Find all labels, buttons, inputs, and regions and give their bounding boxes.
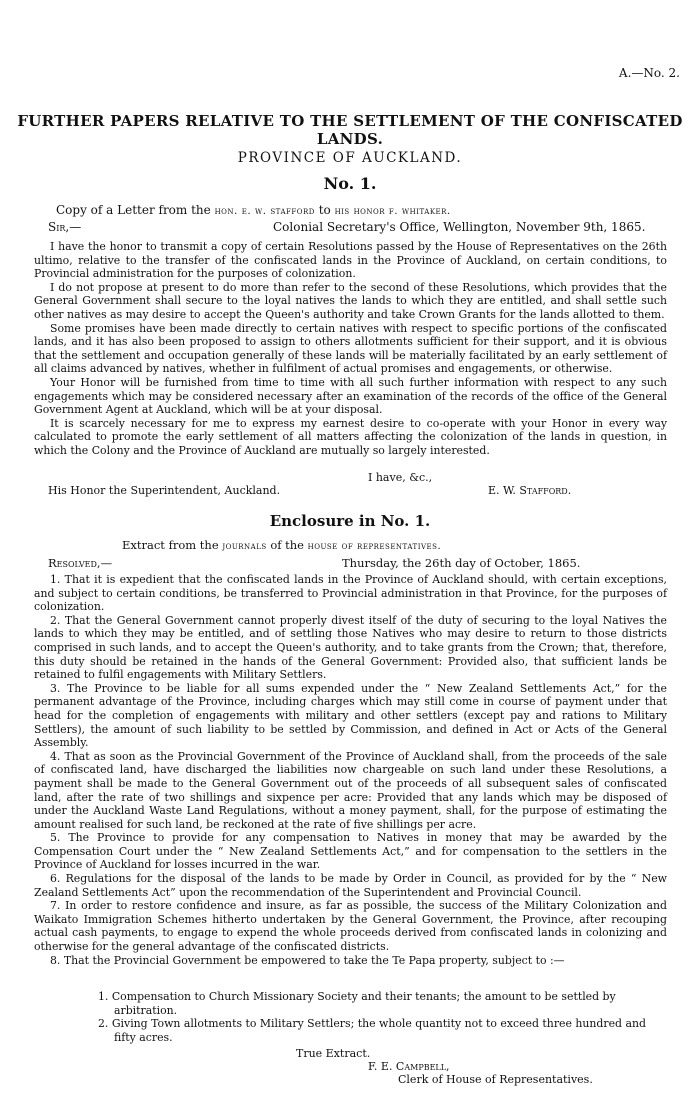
section-number: No. 1.: [323, 174, 377, 193]
resolutions-body: [34, 573, 667, 967]
resolution-item: 7. In order to restore confidence and insure, as far as possible, the success of the Military Colonization and Waikato Immigration Schemes hitherto undertaken by the General Government, the Province, after recouping actual cash payments, to engage to expend the whole proceeds derived from confiscated lands in colonizing and otherwise for the general advantage of the confiscated districts.: [34, 899, 667, 954]
letter-paragraph: Your Honor will be furnished from time to time with all such further information with respect to any such engagements which may be considered necessary after an examination of the records of the office of the General Government Agent at Auckland, which will be at your disposal.: [34, 375, 667, 417]
extract-house: house of representatives.: [307, 540, 442, 552]
salutation: Sir,—: [48, 220, 82, 234]
resolution-item: 6. Regulations for the disposal of the lands to be made by Order in Council, as provided for by the “ New Zealand Settlements Act” upon the recommendation of the Superintendent and Provincial Council.: [34, 872, 667, 899]
extract-prefix: Extract from the: [122, 538, 219, 552]
resolution-item: 8. That the Provincial Government be empowered to take the Te Papa property, subject to :—: [50, 953, 565, 967]
letter-to: his honor f. whitaker.: [334, 205, 451, 217]
letter-paragraph: It is scarcely necessary for me to express my earnest desire to co-operate with your Honor in every way calculated to promote the early settlement of all matters affecting the colonization of the lands in question, in which the Colony and the Province of Auckland are mutually so largely interested.: [34, 416, 667, 457]
letter-closing: I have, &c.,: [368, 471, 433, 484]
resolution-date: Thursday, the 26th day of October, 1865.: [342, 556, 581, 570]
resolution-item: 4. That as soon as the Provincial Government of the Province of Auckland shall, from the proceeds of the sale of confiscated land, have discharged the liabilities now chargeable on such land under these Resolutions, a payment shall be made to the General Government out of the proceeds of all subsequent sales of confiscated land, after the rate of two shillings and sixpence per acre: Provided that any lands which may be disposed of under the Auckland Waste Land Regulations, without a money payment, shall, for the purpose of estimating the amount realised for such land, be reckoned at the rate of five shillings per acre.: [34, 749, 667, 831]
letter-office-date: Colonial Secretary's Office, Wellington, November 9th, 1865.: [273, 220, 646, 234]
condition-item: 2. Giving Town allotments to Military Settlers; the whole quantity not to exceed three hundred and fifty acres.: [98, 1017, 646, 1044]
clerk-signature: F. E. Campbell,: [368, 1060, 450, 1073]
enclosure-heading: Enclosure in No. 1.: [269, 512, 431, 530]
condition-item: 1. Compensation to Church Missionary Society and their tenants; the amount to be settled by arbitration.: [98, 990, 616, 1017]
letter-paragraph: Some promises have been made directly to certain natives with respect to specific portions of the confiscated lands, and it has also been proposed to assign to others allotments sufficient for their support, and it is obvious that the settlement and occupation generally of these lands will be materially facilitated by an early settlement of all claims advanced by natives, whether in fulfilment of actual promises and engagements, or otherwise.: [34, 321, 667, 376]
resolution-item: 5. The Province to provide for any compensation to Natives in money that may be awarded by the Compensation Court under the “ New Zealand Settlements Act,” and for compensation to the settlers in the Province of Auckland for losses incurred in the war.: [34, 831, 667, 872]
province-heading: PROVINCE OF AUCKLAND.: [237, 150, 463, 166]
document-title: FURTHER PAPERS RELATIVE TO THE SETTLEMENT OF THE CONFISCATED LANDS.: [17, 112, 683, 148]
letter-addressee: His Honor the Superintendent, Auckland.: [48, 484, 281, 497]
letter-signature: E. W. Stafford.: [488, 484, 572, 497]
document-reference: A.—No. 2.: [618, 66, 680, 80]
letter-paragraph: I have the honor to transmit a copy of certain Resolutions passed by the House of Representatives on the 26th ultimo, relative to the transfer of the confiscated lands in the Province of Auckland, on certain conditions, to Provincial administration for the purposes of colonization.: [34, 240, 667, 281]
letter-from: hon. e. w. stafford: [214, 205, 315, 217]
resolution-item: 1. That it is expedient that the confiscated lands in the Province of Auckland should, with certain exceptions, and subject to certain conditions, be transferred to Provincial administration in that Province, for the purposes of colonization.: [34, 573, 667, 614]
extract-of-the: of the: [270, 538, 304, 552]
extract-journals: journals: [222, 540, 267, 552]
letter-heading-prefix: Copy of a Letter from the: [56, 203, 211, 217]
resolution-item: 3. The Province to be liable for all sums expended under the “ New Zealand Settlements Act,” for the permanent advantage of the Province, including charges which may still come in course of payment under that head for the completion of engagements with military and other settlers (except pay and rations to Military Settlers), the amount of such liability to be settled by Commission, and defined in Act or Acts of the General Assembly.: [34, 681, 667, 750]
letter-heading: [56, 203, 451, 217]
resolved-label: Resolved,—: [48, 556, 113, 570]
true-extract-label: True Extract.: [296, 1047, 371, 1060]
letter-paragraph: I do not propose at present to do more than refer to the second of these Resolutions, which provides that the General Government shall secure to the loyal natives the lands to which they are entitled, and shall settle such other natives as may desire to accept the Queen's authority and take Crown Grants for the lands allotted to them.: [34, 280, 667, 321]
extract-heading: [122, 538, 441, 552]
letter-heading-to-word: to: [318, 203, 331, 217]
letter-body: [34, 240, 667, 458]
clerk-title: Clerk of House of Representatives.: [398, 1073, 593, 1086]
resolution-item: 2. That the General Government cannot properly divest itself of the duty of securing to the loyal Natives the lands to which they may be entitled, and of settling those Natives who may desire to return to those districts comprised in such lands, and to accept the Queen's authority, and to take grants from the Crown; that, therefore, this duty should be retained in the hands of the General Government: Provided also, that sufficient lands be retained to fulfil engagements with Military Settlers.: [34, 613, 667, 682]
te-papa-conditions: [98, 990, 667, 1044]
